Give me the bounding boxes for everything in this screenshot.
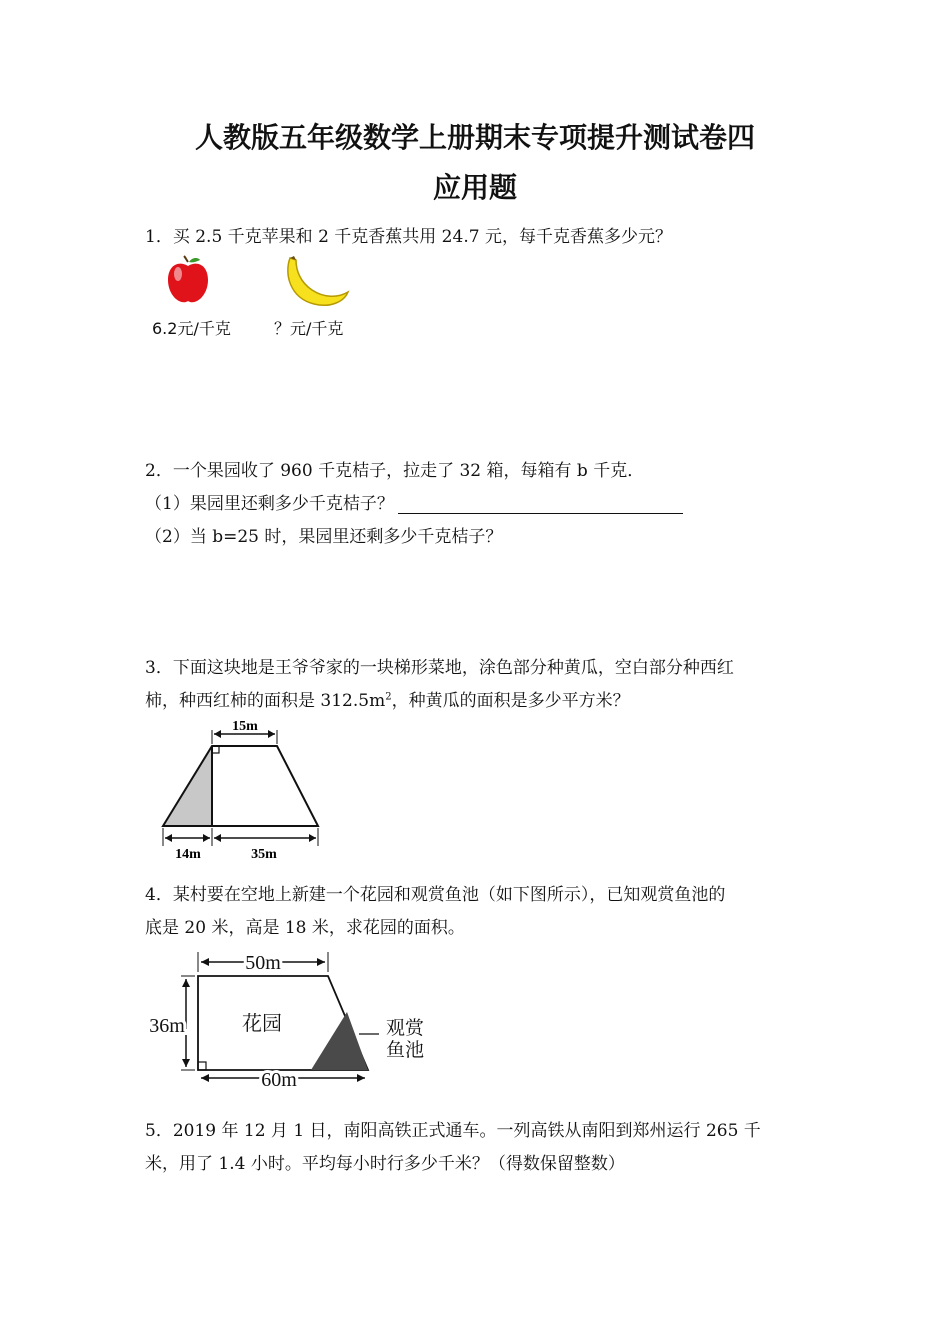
pond-label-line-1: 观赏 <box>385 1017 425 1039</box>
apple-icon <box>166 256 210 306</box>
banana-price-label: ？元/千克 <box>274 319 344 338</box>
question-5-line-2: 米，用了 1.4 小时。平均每小时行多少千米？（得数保留整数） <box>145 1154 625 1174</box>
top-side-label: 50m <box>245 952 281 974</box>
apple-price-label: 6.2元/千克 <box>152 319 231 338</box>
question-3-line-2-tail: ，种黄瓜的面积是多少平方米？ <box>391 691 630 711</box>
question-2-part-1-text: （1）果园里还剩多少千克桔子？ <box>145 494 394 514</box>
question-1-text: 1．买 2.5 千克苹果和 2 千克香蕉共用 24.7 元，每千克香蕉多少元？ <box>145 227 672 247</box>
question-3-line-1: 3．下面这块地是王爷爷家的一块梯形菜地，涂色部分种黄瓜，空白部分种西红 <box>145 658 734 678</box>
side-label: 36m <box>149 1015 185 1037</box>
pond-label-line-2: 鱼池 <box>385 1039 425 1061</box>
page-subtitle: 应用题 <box>432 171 517 204</box>
question-3-line-2-text: 柿，种西红柿的面积是 312.5m <box>145 691 386 711</box>
right-angle-mark <box>212 746 219 753</box>
answer-blank[interactable] <box>398 495 683 514</box>
trapezoid-diagram <box>150 718 340 863</box>
question-2-part-1 <box>145 489 683 514</box>
question-5-line-1: 5．2019 年 12 月 1 日，南阳高铁正式通车。一列高铁从南阳到郑州运行 265 千 <box>145 1121 761 1141</box>
top-base-label: 15m <box>232 719 258 734</box>
garden-diagram <box>145 948 445 1098</box>
garden-label: 花园 <box>242 1011 282 1035</box>
bottom-side-label: 60m <box>261 1069 297 1091</box>
question-2-text: 2．一个果园收了 960 千克桔子，拉走了 32 箱，每箱有 b 千克． <box>145 461 645 481</box>
area-superscript: 2 <box>385 691 392 703</box>
page-title: 人教版五年级数学上册期末专项提升测试卷四 <box>194 121 755 154</box>
banana-icon <box>282 254 352 310</box>
question-3-line-2 <box>145 686 630 711</box>
right-angle-mark <box>198 1062 206 1070</box>
question-4-line-2: 底是 20 米，高是 18 米，求花园的面积。 <box>145 918 465 938</box>
left-base-label: 14m <box>175 847 201 862</box>
fish-pond-shaded <box>311 1012 368 1070</box>
right-base-label: 35m <box>251 847 277 862</box>
question-2-part-2: （2）当 b=25 时，果园里还剩多少千克桔子？ <box>145 527 503 547</box>
question-4-line-1: 4．某村要在空地上新建一个花园和观赏鱼池（如下图所示），已知观赏鱼池的 <box>145 885 726 905</box>
